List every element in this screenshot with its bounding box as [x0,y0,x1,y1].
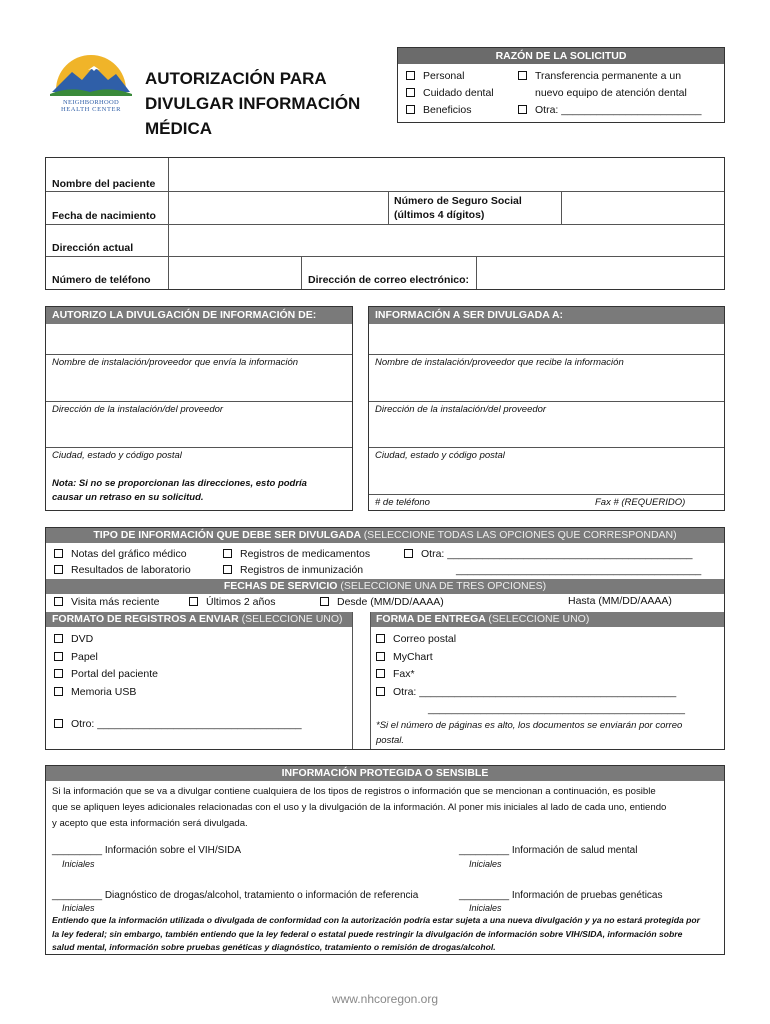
to-phone-label: # de teléfono [375,497,430,508]
format-dvd[interactable]: DVD [54,631,158,649]
form-title [145,66,360,141]
patient-name-label: Nombre del paciente [52,178,156,190]
email-label: Dirección de correo electrónico: [308,274,470,286]
checkbox-icon[interactable] [189,597,198,606]
format-other[interactable]: Otro: ___________________________________ [54,718,302,730]
from-note [52,477,307,505]
dates-header: FECHAS DE SERVICIO (SELECCIONE UNA DE TRES OPCIONES) [46,579,724,594]
from-note-1: Nota: Si no se proporcionan las direcciones, esto podría [52,478,307,489]
phone-label: Número de teléfono [52,274,151,286]
delivery-header: FORMA DE ENTREGA (SELECCIONE UNO) [370,612,724,627]
ssn-label-2: (últimos 4 dígitos) [394,209,485,221]
address-label: Dirección actual [52,242,134,254]
checkbox-icon[interactable] [376,634,385,643]
hiv-initials-label: Iniciales [62,859,95,869]
from-address-label: Dirección de la instalación/del proveedor [52,404,224,415]
reason-dental[interactable]: Cuidado dental [406,85,494,102]
reason-benefits[interactable]: Beneficios [406,102,494,119]
info-chart[interactable]: Notas del gráfico médico [54,546,191,562]
from-box [45,306,353,511]
to-city-label: Ciudad, estado y código postal [375,450,505,461]
protected-box [45,765,725,955]
checkbox-icon[interactable] [54,687,63,696]
date-to-label: Hasta (MM/DD/AAAA) [568,595,672,607]
reason-box [397,47,725,123]
dob-label: Fecha de nacimiento [52,210,156,222]
reason-other[interactable]: Otra: ________________________ [518,102,701,119]
checkbox-icon[interactable] [406,105,415,114]
title-line2: DIVULGAR INFORMACIÓN [145,94,361,113]
reason-transfer[interactable]: Transferencia permanente a un [518,68,701,85]
delivery-note-2: postal. [376,735,404,746]
date-recent[interactable]: Visita más reciente [54,596,160,608]
records-box [45,527,725,750]
delivery-other-line: ____________________________________________ [428,703,685,715]
to-name-label: Nombre de instalación/proveedor que recibe la información [375,357,624,368]
title-line1: AUTORIZACIÓN PARA [145,69,327,88]
info-meds[interactable]: Registros de medicamentos [223,546,370,562]
reason-transfer-2: nuevo equipo de atención dental [535,87,687,99]
format-portal[interactable]: Portal del paciente [54,666,158,684]
logo-graphic [50,52,132,96]
checkbox-icon[interactable] [320,597,329,606]
genetic-initials-label: Iniciales [469,903,502,913]
delivery-mychart[interactable]: MyChart [376,649,685,667]
footer-url[interactable]: www.nhcoregon.org [331,992,439,1006]
reason-header: RAZÓN DE LA SOLICITUD [398,48,724,64]
checkbox-icon[interactable] [406,71,415,80]
logo [50,52,132,112]
title-line3: MÉDICA [145,119,213,138]
checkbox-icon[interactable] [518,105,527,114]
checkbox-icon[interactable] [54,669,63,678]
checkbox-icon[interactable] [406,88,415,97]
from-name-label: Nombre de instalación/proveedor que envía la información [52,357,299,368]
from-header: AUTORIZO LA DIVULGACIÓN DE INFORMACIÓN DE: [46,307,352,324]
hiv-initials-field[interactable]: _________ Información sobre el VIH/SIDA [52,845,241,856]
protected-f1: Entiendo que la información utilizada o divulgada de conformidad con la autorización podría estar sujeta a una nueva divulgación y ya no estará protegida por [52,915,700,925]
delivery-note-1: *Si el número de páginas es alto, los documentos se enviarán por correo [376,720,683,731]
checkbox-icon[interactable] [54,565,63,574]
checkbox-icon[interactable] [54,652,63,661]
info-immun[interactable]: Registros de inmunización [223,562,370,578]
checkbox-icon[interactable] [54,597,63,606]
checkbox-icon[interactable] [223,549,232,558]
checkbox-icon[interactable] [376,687,385,696]
protected-p3: y acepto que esta información será divulgada. [52,818,248,829]
ssn-label-1: Número de Seguro Social [394,195,522,207]
drugs-initials-field[interactable]: _________ Diagnóstico de drogas/alcohol, tratamiento o información de referencia [52,890,419,901]
format-header: FORMATO DE REGISTROS A ENVIAR (SELECCIONE UNO) [46,612,352,627]
ssn-label [394,194,522,222]
info-type-header: TIPO DE INFORMACIÓN QUE DEBE SER DIVULGADA (SELECCIONE TODAS LAS OPCIONES QUE CORRESPONDAN) [46,528,724,543]
logo-line1: NEIGHBORHOOD [63,99,119,106]
checkbox-icon[interactable] [376,652,385,661]
info-other[interactable]: Otra: __________________________________________ [404,546,701,562]
to-box [368,306,725,511]
logo-line2: HEALTH CENTER [60,106,122,113]
protected-f3: salud mental, información sobre pruebas genéticas y diagnóstico, tratamiento o remisión de drogas/alcohol. [52,942,496,952]
delivery-other[interactable]: Otra: ____________________________________________ [376,684,685,702]
mental-initials-label: Iniciales [469,859,502,869]
checkbox-icon[interactable] [376,669,385,678]
checkbox-icon[interactable] [223,565,232,574]
format-usb[interactable]: Memoria USB [54,684,158,702]
to-fax-label: Fax # (REQUERIDO) [595,497,686,508]
drugs-initials-label: Iniciales [62,903,95,913]
protected-footnote [52,914,720,955]
checkbox-icon[interactable] [518,71,527,80]
delivery-mail[interactable]: Correo postal [376,631,685,649]
checkbox-icon[interactable] [54,719,63,728]
protected-f2: la ley federal; sin embargo, también entiendo que la ley federal o estatal puede restringir la divulgación de información sobre VIH/SIDA, información sobre [52,928,683,939]
checkbox-icon[interactable] [54,549,63,558]
reason-personal[interactable]: Personal [406,68,494,85]
to-header: INFORMACIÓN A SER DIVULGADA A: [369,307,724,324]
patient-box [45,157,725,290]
mental-initials-field[interactable]: _________ Información de salud mental [459,845,638,856]
protected-header: INFORMACIÓN PROTEGIDA O SENSIBLE [46,766,724,781]
delivery-fax[interactable]: Fax* [376,666,685,684]
to-address-label: Dirección de la instalación/del proveedor [375,404,547,415]
genetic-initials-field[interactable]: _________ Información de pruebas genéticas [459,890,663,901]
info-other-line: __________________________________________ [456,564,702,576]
delivery-note [376,718,682,748]
from-city-label: Ciudad, estado y código postal [52,450,182,461]
checkbox-icon[interactable] [54,634,63,643]
format-paper[interactable]: Papel [54,649,158,667]
protected-p2: que se apliquen leyes adicionales relacionadas con el uso y la divulgación de la información. Al poner mis iniciales al lado de cada uno, entiendo [52,802,667,813]
checkbox-icon[interactable] [404,549,413,558]
info-labs[interactable]: Resultados de laboratorio [54,562,191,578]
date-from[interactable]: Desde (MM/DD/AAAA) [320,596,444,608]
date-two-years[interactable]: Últimos 2 años [189,596,275,608]
protected-p1: Si la información que se va a divulgar contiene cualquiera de los tipos de registros o información que se mencionan a continuación, es posible [52,786,656,797]
from-note-2: causar un retraso en su solicitud. [52,492,204,503]
protected-intro [52,784,720,832]
